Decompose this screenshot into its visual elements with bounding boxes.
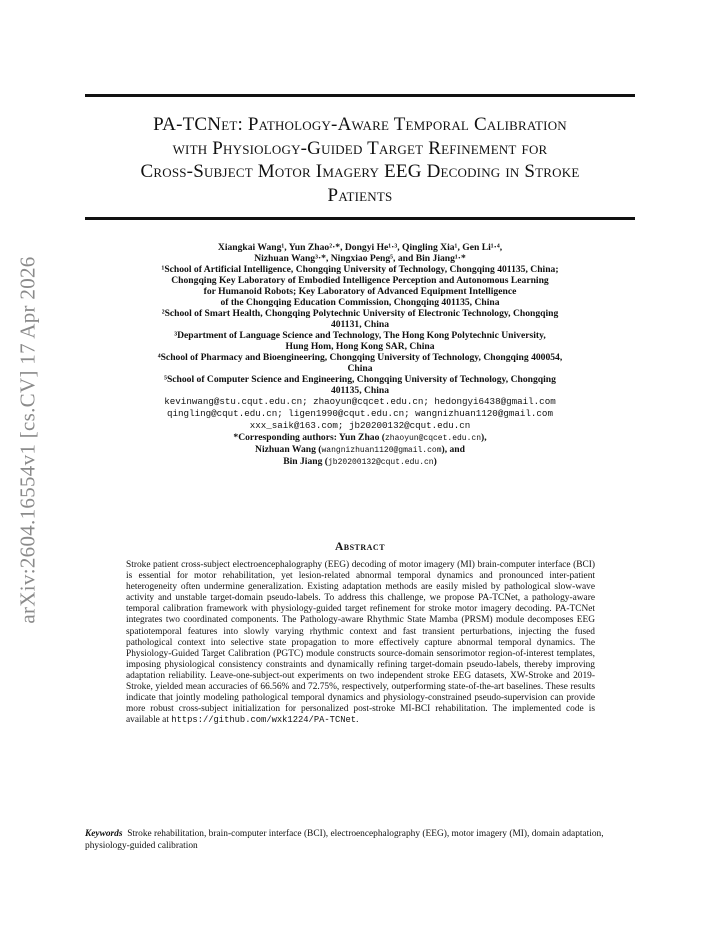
affiliation: of the Chongqing Education Commission, Chongqing 401135, China [220,297,500,308]
email-line: kevinwang@stu.cqut.edu.cn; zhaoyun@cqcet.edu.cn; hedongyi6438@gmail.com [164,396,556,407]
abstract-heading: Abstract [334,541,386,553]
email-link[interactable]: zhaoyun@cqcet.edu.cn [384,434,481,443]
affiliation: Chongqing Key Laboratory of Embodied Intelligence Perception and Autonomous Learning [171,275,549,286]
author-line: Xiangkai Wang¹, Yun Zhao²·*, Dongyi He¹·³, Qingling Xia¹, Gen Li¹·⁴, [217,242,503,253]
affiliation: 401135, China [330,385,390,396]
email-link[interactable]: jb20200132@cqut.edu.cn [327,458,434,467]
title-line: Patients [327,184,393,206]
corresponding-authors: *Corresponding authors: Yun Zhao (zhaoyun@cqcet.edu.cn), [233,432,487,443]
affiliation: 401131, China [330,319,390,330]
title-line: PA-TCNet: Pathology-Aware Temporal Calibration [153,114,567,135]
paper-title [85,113,635,207]
code-link[interactable]: https://github.com/wxk1224/PA-TCNet [171,715,357,726]
corresponding-authors: Nizhuan Wang (wangnizhuan1120@gmail.com), and [255,444,465,455]
title-line: Cross-Subject Motor Imagery EEG Decoding in Stroke [140,161,580,182]
title-line: with Physiology-Guided Target Refinement for [172,137,548,159]
abstract-text: Stroke patient cross-subject electroencephalography (EEG) decoding of motor imagery (MI) brain-computer interface (BCI) is essential for motor rehabilitation, yet lesion-related abnormal temporal dynamics and pronounced inter-patient heterogeneity often undermine generalization. Existing adaptation methods are easily misled by pathological slow-wave activity and unstable target-domain pseudo-labels. To address this challenge, we propose PA-TCNet, a pathology-aware temporal calibration framework with physiology-guided target refinement for stroke motor imagery decoding. PA-TCNet integrates two coordinated components. The Pathology-aware Rhythmic State Mamba (PRSM) module decomposes EEG spatiotemporal features into slowly varying rhythmic context and fast transient perturbations, injecting the fused pathological context into selective state propagation to more effectively capture abnormal temporal dynamics. The Physiology-Guided Target Calibration (PGTC) module constructs source-domain sensorimotor region-of-interest templates, imposing physiological consistency constraints and dynamically refining target-domain pseudo-labels, thereby improving adaptation reliability. Leave-one-subject-out experiments on two independent stroke EEG datasets, XW-Stroke and 2019-Stroke, yielded mean accuracies of 66.56% and 72.75%, respectively, outperforming state-of-the-art baselines. These results indicate that jointly modeling pathological temporal dynamics and physiology-constrained pseudo-supervision can provide more robust cross-subject initialization for personalized post-stroke MI-BCI rehabilitation. The implemented code is available at [126,560,595,726]
affiliation: ²School of Smart Health, Chongqing Polytechnic University of Electronic Technology, Chongqing [161,308,559,319]
affiliation: China [347,363,373,374]
affiliation: ⁴School of Pharmacy and Bioengineering, Chongqing University of Technology, Chongqing 400054, [157,352,563,363]
author-line: Nizhuan Wang³·*, Ningxiao Peng⁵, and Bin Jiang¹·* [254,253,466,264]
corresponding-authors: Bin Jiang (jb20200132@cqut.edu.cn) [283,456,437,467]
arxiv-id: arXiv:2604.16554v1 [cs.CV] 17 Apr 2026 [15,256,40,624]
affiliation: ³Department of Language Science and Technology, The Hong Kong Polytechnic University, [174,330,546,341]
email-line: qingling@cqut.edu.cn; ligen1990@cqut.edu.cn; wangnizhuan1120@gmail.com [167,408,553,419]
affiliation: Hung Hom, Hong Kong SAR, China [285,341,435,352]
keywords-text: Stroke rehabilitation, brain-computer interface (BCI), electroencephalography (EEG), motor imagery (MI), domain adaptation, physiology-guided calibration [85,829,604,851]
arxiv-sidebar-stamp [8,256,48,624]
keywords [85,829,637,852]
affiliation: for Humanoid Robots; Key Laboratory of Advanced Equipment Intelligence [203,286,517,297]
email-line: xxx_saik@163.com; jb20200132@cqut.edu.cn [249,420,471,431]
top-rule [85,94,635,97]
abstract-body: Stroke patient cross-subject electroencephalography (EEG) decoding of motor imagery (MI) brain-computer interface (BCI) is essential for motor rehabilitation, yet lesion-related abnormal temporal dynamics and pronounced inter-patient heterogeneity often undermine generalization. Existing adaptation methods are easily misled by pathological slow-wave activity and unstable target-domain pseudo-labels. To address this challenge, we propose PA-TCNet, a pathology-aware temporal calibration framework with physiology-guided target refinement for stroke motor imagery decoding. PA-TCNet integrates two coordinated components. The Pathology-aware Rhythmic State Mamba (PRSM) module decomposes EEG spatiotemporal features into slowly varying rhythmic context and fast transient perturbations, injecting the fused pathological context into selective state propagation to more effectively capture abnormal temporal dynamics. The Physiology-Guided Target Calibration (PGTC) module constructs source-domain sensorimotor region-of-interest templates, imposing physiological consistency constraints and dynamically refining target-domain pseudo-labels, thereby improving adaptation reliability. Leave-one-subject-out experiments on two independent stroke EEG datasets, XW-Stroke and 2019-Stroke, yielded mean accuracies of 66.56% and 72.75%, respectively, outperforming state-of-the-art baselines. These results indicate that jointly modeling pathological temporal dynamics and physiology-constrained pseudo-supervision can provide more robust cross-subject initialization for personalized post-stroke MI-BCI rehabilitation. The implemented code is available at https://github.com/wxk1224/PA-TCNet. [126,560,595,726]
keywords-label: Keywords [85,829,123,839]
affiliation: ⁵School of Computer Science and Engineering, Chongqing University of Technology, Chongqing [164,374,556,385]
author-block [100,242,620,468]
bottom-rule [85,217,635,220]
email-link[interactable]: wangnizhuan1120@gmail.com [321,446,442,455]
affiliation: ¹School of Artificial Intelligence, Chongqing University of Technology, Chongqing 401135, China; [161,264,559,275]
